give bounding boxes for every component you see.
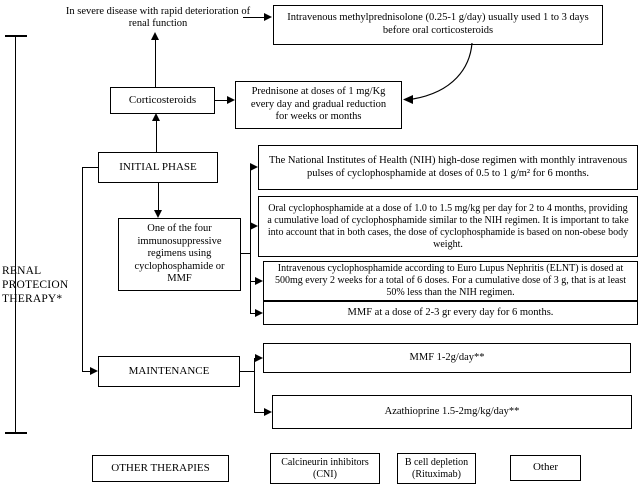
bracket-top-cap xyxy=(5,35,27,37)
arrowhead-right-icon xyxy=(255,309,263,317)
box-one-of-four-regimens: One of the four immunosuppressive regimens using cyclophosphamide or MMF xyxy=(118,218,241,291)
box-mmf-maintenance: MMF 1-2g/day** xyxy=(263,343,631,373)
box-methylprednisolone: Intravenous methylprednisolone (0.25-1 g/day) usually used 1 to 3 days before oral corticosteroids xyxy=(273,5,603,45)
arrowhead-right-icon xyxy=(90,367,98,375)
curved-arrow-methylprednisolone-to-prednisone xyxy=(395,42,480,106)
box-elnt-regimen: Intravenous cyclophosphamide according to Euro Lupus Nephritis (ELNT) is dosed at 500mg every 2 weeks for a total of 6 doses. For a cumulative dose of 3 g, that is at least 50% less than the NIH regimen. xyxy=(263,261,638,301)
rail-label-line: THERAPY* xyxy=(2,293,63,305)
box-mmf-initial: MMF at a dose of 2-3 gr every day for 6 months. xyxy=(263,301,638,325)
arrowhead-right-icon xyxy=(227,96,235,104)
connector-initial-to-maintenance xyxy=(82,167,83,371)
arrowhead-right-icon xyxy=(264,13,272,21)
box-oral-cyclophosphamide: Oral cyclophosphamide at a dose of 1.0 to 1.5 mg/kg per day for 2 to 4 months, providing a cumulative load of cyclophosphamide similar to the NIH regimen. It is important to take into account that in both cases, the dose of cyclophosphamide is based on non-obese body weight. xyxy=(258,196,638,257)
rail-label-line: RENAL xyxy=(2,265,42,277)
arrowhead-right-icon xyxy=(250,222,258,230)
arrowhead-down-icon xyxy=(154,210,162,218)
connector-maintenance-trunk xyxy=(254,358,255,412)
box-b-cell-depletion: B cell depletion (Rituximab) xyxy=(397,453,476,484)
arrowhead-right-icon xyxy=(264,408,272,416)
connector-maintenance-entry xyxy=(82,371,90,372)
connector-maintenance-stub xyxy=(240,371,254,372)
box-initial-phase: INITIAL PHASE xyxy=(98,152,218,183)
box-azathioprine: Azathioprine 1.5-2mg/kg/day** xyxy=(272,395,632,429)
curved-connector-path xyxy=(413,43,472,99)
bracket-bottom-cap xyxy=(5,432,27,434)
connector-regimen-trunk xyxy=(250,167,251,313)
box-calcineurin-inhibitors: Calcineurin inhibitors (CNI) xyxy=(270,453,380,484)
arrowhead-right-icon xyxy=(255,354,263,362)
connector-one-of-four-stub xyxy=(241,253,250,254)
connector-note-to-methylprednisolone xyxy=(243,17,265,18)
severe-disease-note: In severe disease with rapid deterioration of renal function xyxy=(65,6,251,30)
arrowhead-left-icon xyxy=(403,95,413,104)
renal-protection-therapy-label xyxy=(2,264,68,306)
box-maintenance: MAINTENANCE xyxy=(98,356,240,387)
connector-initial-left-stub xyxy=(82,167,98,168)
box-prednisone: Prednisone at doses of 1 mg/Kg every day and gradual reduction for weeks or months xyxy=(235,81,402,129)
arrowhead-right-icon xyxy=(250,163,258,171)
box-corticosteroids: Corticosteroids xyxy=(110,87,215,114)
arrowhead-up-icon xyxy=(151,32,159,40)
arrowhead-up-icon xyxy=(152,113,160,121)
connector-initial-phase-to-corticosteroids xyxy=(156,121,157,152)
connector-initial-phase-to-one-of-four xyxy=(158,183,159,211)
box-other-therapies: OTHER THERAPIES xyxy=(92,455,229,482)
box-nih-regimen: The National Institutes of Health (NIH) high-dose regimen with monthly intravenous pulses of cyclophosphamide at doses of 0.5 to 1 g/m² for 6 months. xyxy=(258,145,638,190)
connector-branch-azathioprine xyxy=(254,412,264,413)
connector-corticosteroids-to-note xyxy=(155,40,156,87)
bracket-vertical-line xyxy=(15,36,16,433)
arrowhead-right-icon xyxy=(255,277,263,285)
rail-label-line: PROTECION xyxy=(2,279,69,291)
box-other: Other xyxy=(510,455,581,481)
